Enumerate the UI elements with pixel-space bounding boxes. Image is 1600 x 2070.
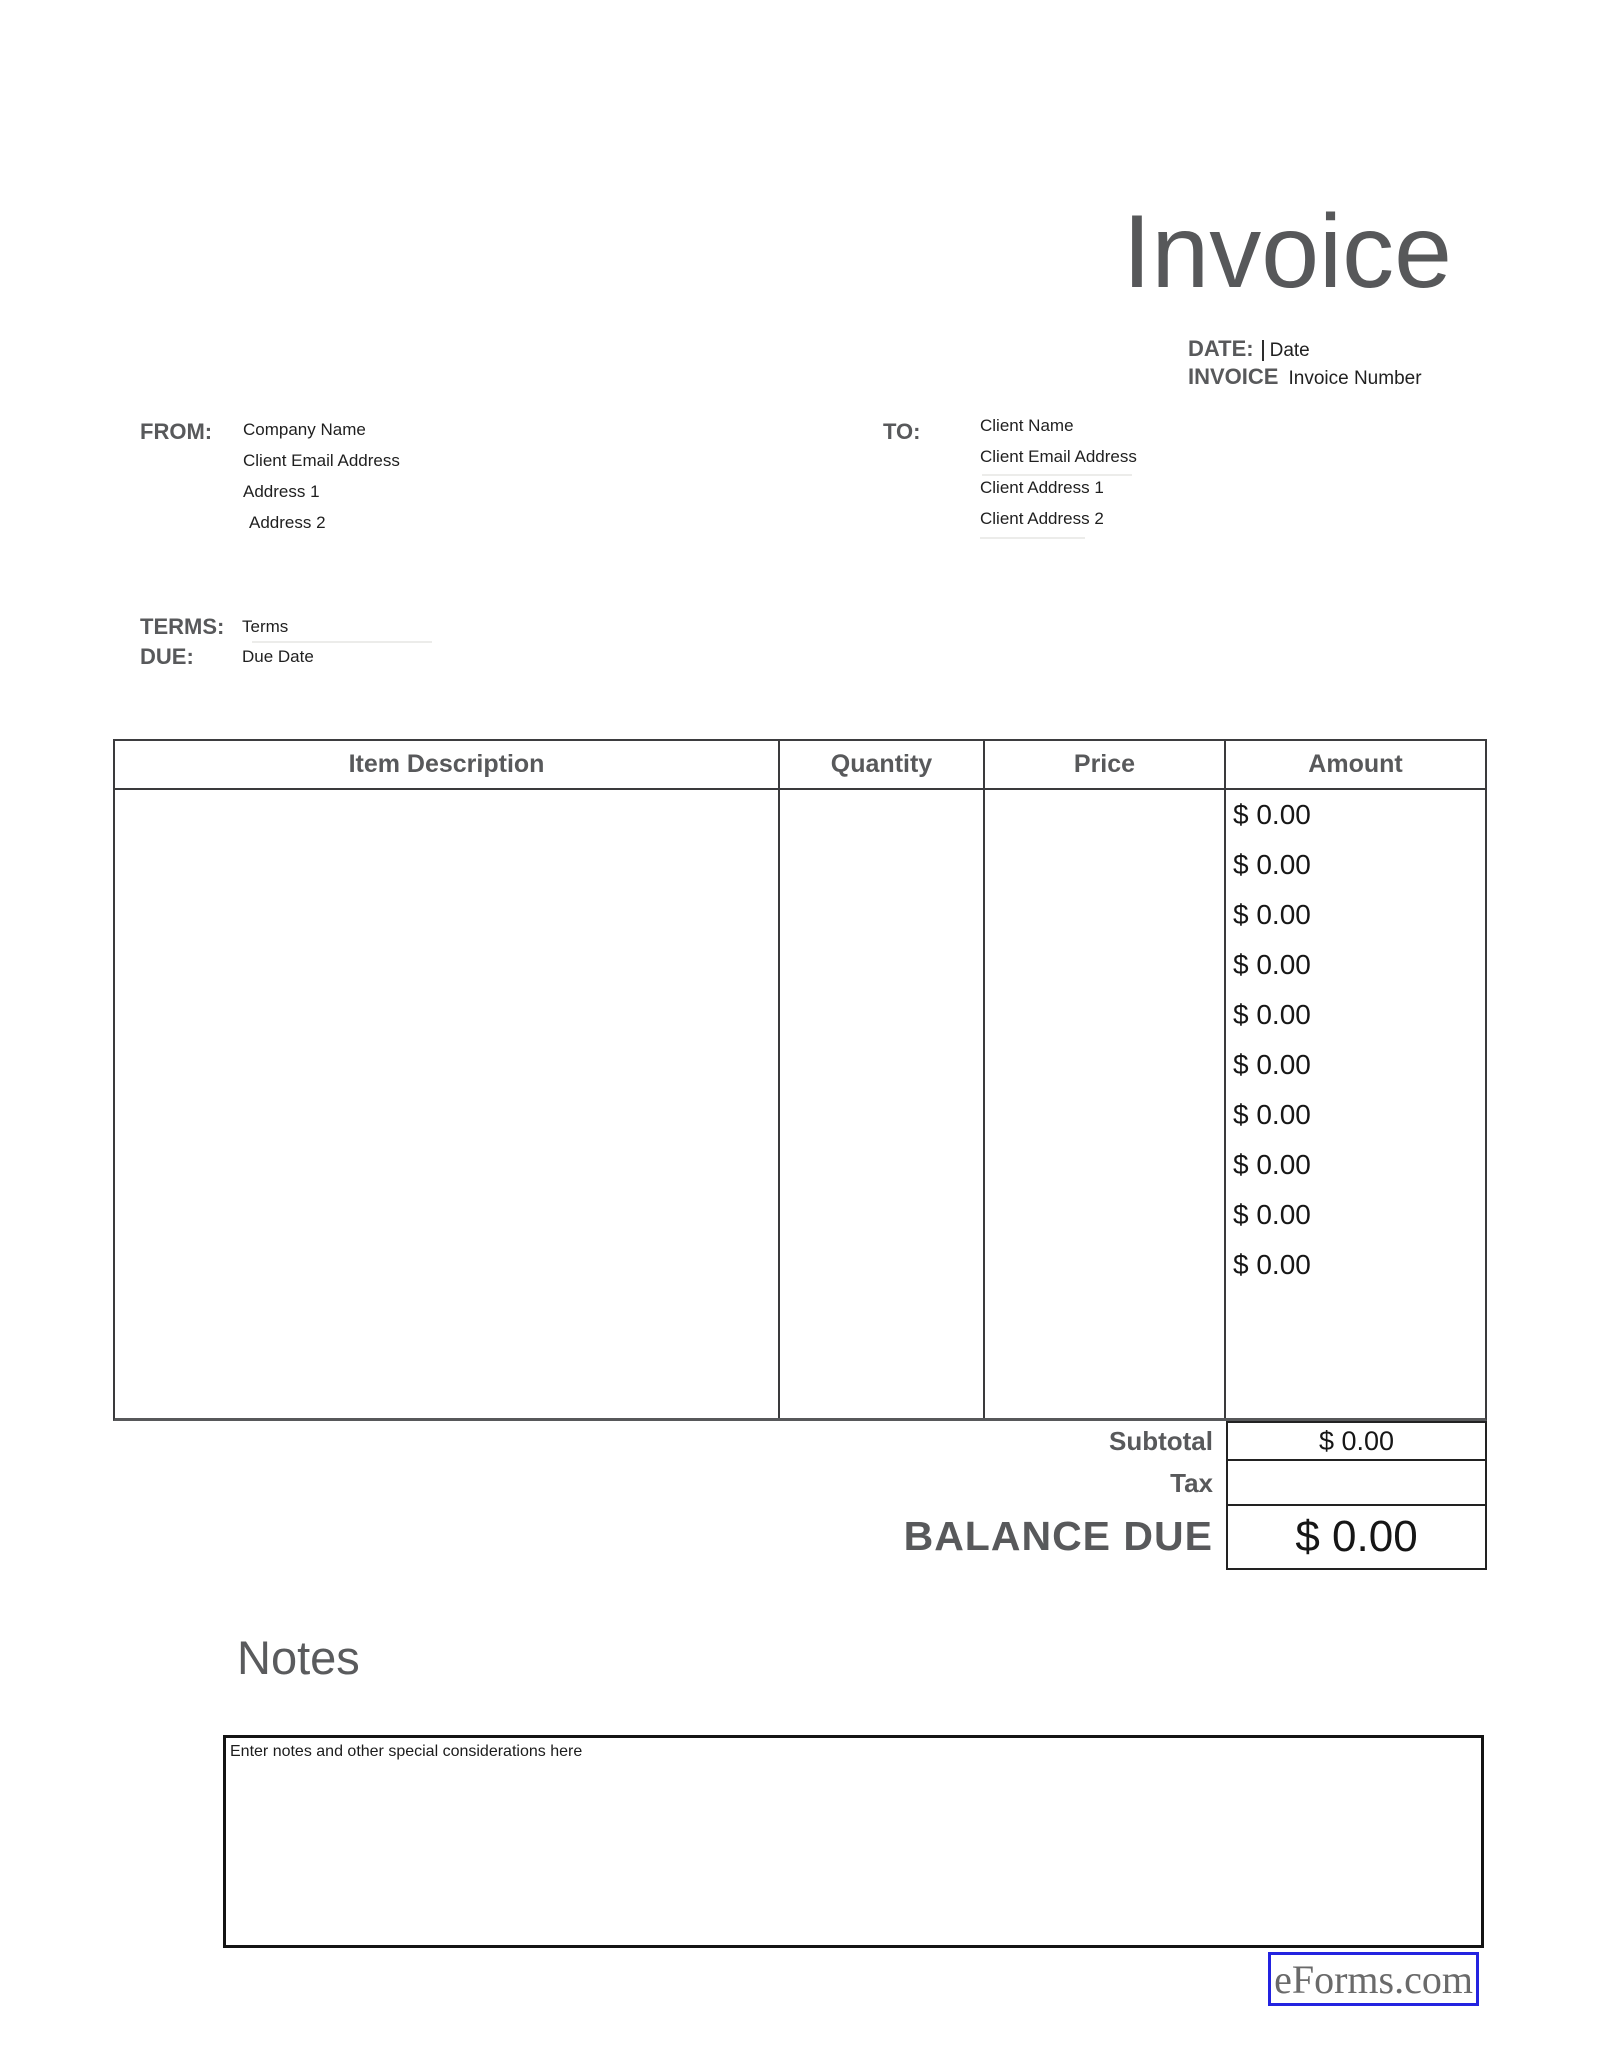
- column-header-amount: Amount: [1308, 750, 1403, 778]
- terms-due-labels: [140, 612, 224, 672]
- notes-textarea[interactable]: [223, 1735, 1484, 1948]
- tax-value-box[interactable]: [1226, 1459, 1487, 1506]
- to-address-2-field[interactable]: Client Address 2: [980, 509, 1104, 528]
- invoice-number-field[interactable]: Invoice Number: [1288, 368, 1422, 389]
- amount-cell-value: $ 0.00: [1233, 1199, 1311, 1230]
- amount-cell-value: $ 0.00: [1233, 799, 1311, 830]
- date-label: DATE:: [1188, 336, 1254, 361]
- from-email-field[interactable]: Client Email Address: [243, 451, 400, 470]
- column-divider: [778, 790, 780, 1418]
- to-label: TO:: [883, 419, 921, 444]
- column-header-price: Price: [985, 741, 1226, 788]
- amount-cell-value: $ 0.00: [1233, 849, 1311, 880]
- from-company-name-field[interactable]: Company Name: [243, 420, 366, 439]
- form-field-remnant-line: [980, 537, 1085, 539]
- amount-column-values: [1233, 790, 1311, 1290]
- items-table-body[interactable]: [115, 790, 1485, 1418]
- due-date-field[interactable]: Due Date: [242, 647, 314, 666]
- amount-cell-value: $ 0.00: [1233, 1249, 1311, 1280]
- column-header-item-description: Item Description: [115, 741, 780, 788]
- due-label: DUE:: [140, 644, 194, 669]
- amount-cell-value: $ 0.00: [1233, 949, 1311, 980]
- amount-cell-value: $ 0.00: [1233, 899, 1311, 930]
- terms-field[interactable]: Terms: [242, 617, 289, 636]
- items-table-header: [115, 741, 1485, 790]
- items-table: [113, 739, 1487, 1421]
- notes-placeholder: Enter notes and other special considerations here: [230, 1743, 583, 1760]
- page-title: Invoice: [1122, 194, 1452, 310]
- to-client-name-field[interactable]: Client Name: [980, 416, 1074, 435]
- text-cursor-bar: [1262, 340, 1264, 361]
- subtotal-label: Subtotal: [1109, 1426, 1213, 1456]
- subtotal-value: $ 0.00: [1318, 1426, 1395, 1456]
- column-divider: [1224, 790, 1226, 1418]
- notes-heading: Notes: [237, 1631, 360, 1684]
- invoice-meta: [1188, 336, 1422, 392]
- amount-cell-value: $ 0.00: [1233, 1149, 1311, 1180]
- totals-boxes: [1226, 1421, 1487, 1570]
- from-address-2-field[interactable]: Address 2: [249, 513, 326, 532]
- balance-due-value-box: [1226, 1504, 1487, 1570]
- eforms-brand-link[interactable]: eForms.com: [1268, 1952, 1479, 2006]
- balance-due-value: $ 0.00: [1295, 1512, 1418, 1561]
- date-row: [1188, 336, 1422, 364]
- to-address-1-field[interactable]: Client Address 1: [980, 478, 1104, 497]
- invoice-number-label: INVOICE: [1188, 364, 1279, 389]
- terms-label: TERMS:: [140, 614, 225, 639]
- subtotal-value-box: [1226, 1421, 1487, 1461]
- to-block: [980, 410, 1137, 534]
- amount-cell-value: $ 0.00: [1233, 999, 1311, 1030]
- amount-cell-value: $ 0.00: [1233, 1099, 1311, 1130]
- column-divider: [983, 790, 985, 1418]
- amount-cell-value: $ 0.00: [1233, 1049, 1311, 1080]
- from-label: FROM:: [140, 419, 213, 444]
- balance-due-label: BALANCE DUE: [903, 1513, 1213, 1559]
- to-email-field[interactable]: Client Email Address: [980, 447, 1137, 466]
- form-field-remnant-line: [252, 641, 432, 643]
- tax-label: Tax: [1170, 1468, 1213, 1498]
- from-block: [243, 414, 400, 538]
- date-field[interactable]: Date: [1269, 340, 1310, 361]
- from-address-1-field[interactable]: Address 1: [243, 482, 320, 501]
- invoice-number-row: [1188, 364, 1422, 392]
- column-header-quantity: Quantity: [780, 741, 985, 788]
- form-field-remnant-line: [982, 474, 1132, 476]
